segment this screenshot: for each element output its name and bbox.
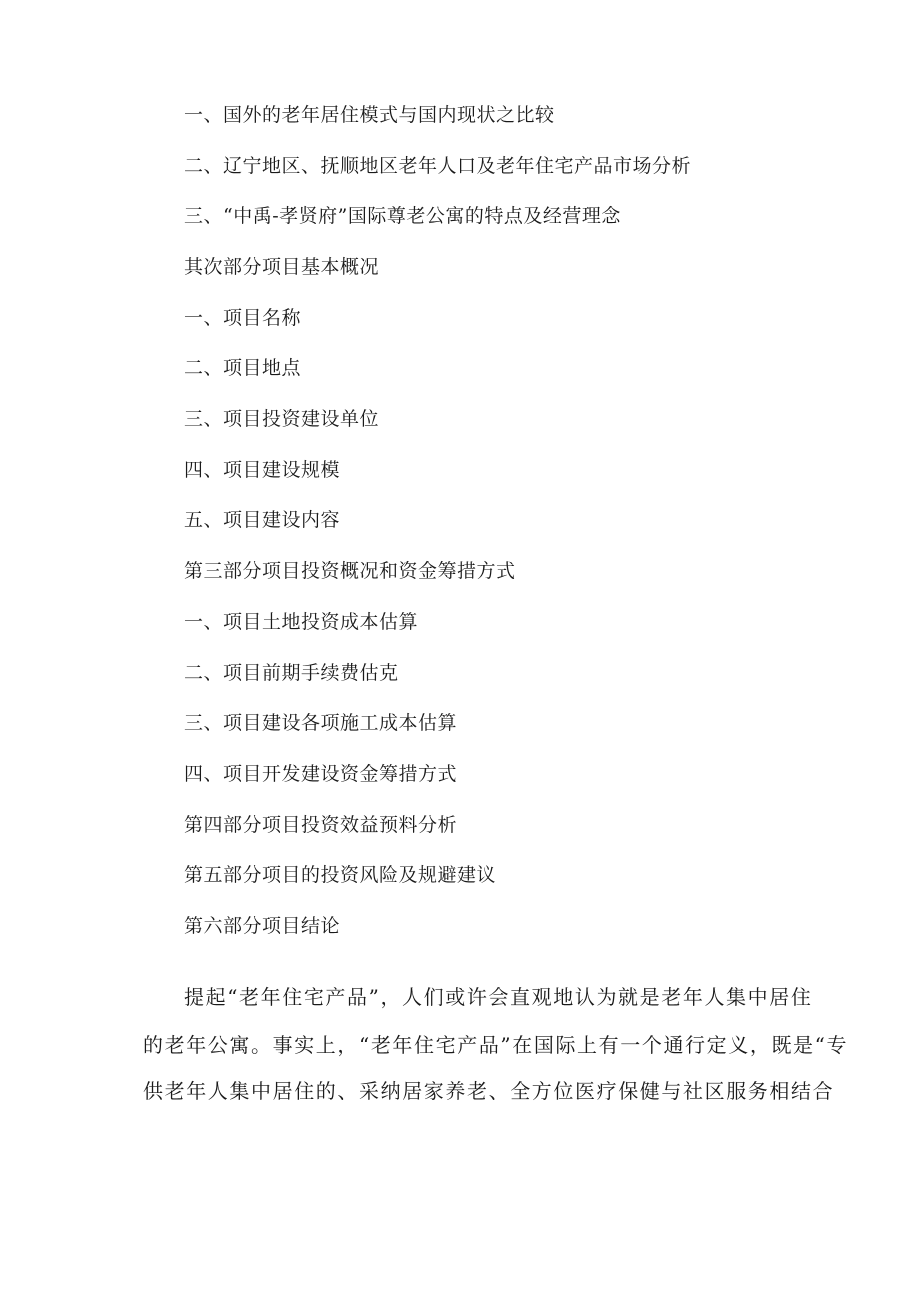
toc-item-2: 二、辽宁地区、抚顺地区老年人口及老年住宅产品市场分析 <box>184 155 692 177</box>
toc-item-7: 四、项目建设规模 <box>184 459 341 481</box>
paragraph-line-2: 的老年公寓。事实上，“老年住宅产品”在国际上有一个通行定义，既是“专 <box>143 1033 849 1057</box>
toc-section-5: 第五部分项目的投资风险及规避建议 <box>184 864 497 886</box>
paragraph-line-1: 提起“老年住宅产品”，人们或许会直观地认为就是老年人集中居住 <box>184 985 813 1009</box>
toc-item-3: 三、“中禹-孝贤府”国际尊老公寓的特点及经营理念 <box>184 205 621 227</box>
toc-item-9: 一、项目土地投资成本估算 <box>184 611 419 633</box>
toc-item-6: 三、项目投资建设单位 <box>184 408 380 430</box>
toc-item-5: 二、项目地点 <box>184 357 302 379</box>
toc-item-1: 一、国外的老年居住模式与国内现状之比较 <box>184 104 555 126</box>
toc-item-8: 五、项目建设内容 <box>184 509 341 531</box>
toc-section-2: 其次部分项目基本概况 <box>184 256 380 278</box>
toc-section-4: 第四部分项目投资效益预料分析 <box>184 814 458 836</box>
toc-section-6: 第六部分项目结论 <box>184 915 341 937</box>
toc-item-11: 三、项目建设各项施工成本估算 <box>184 712 458 734</box>
toc-item-10: 二、项目前期手续费估克 <box>184 662 399 684</box>
toc-item-12: 四、项目开发建设资金筹措方式 <box>184 763 458 785</box>
toc-item-4: 一、项目名称 <box>184 307 302 329</box>
toc-section-3: 第三部分项目投资概况和资金筹措方式 <box>184 560 516 582</box>
paragraph-line-3: 供老年人集中居住的、采纳居家养老、全方位医疗保健与社区服务相结合 <box>143 1079 835 1103</box>
